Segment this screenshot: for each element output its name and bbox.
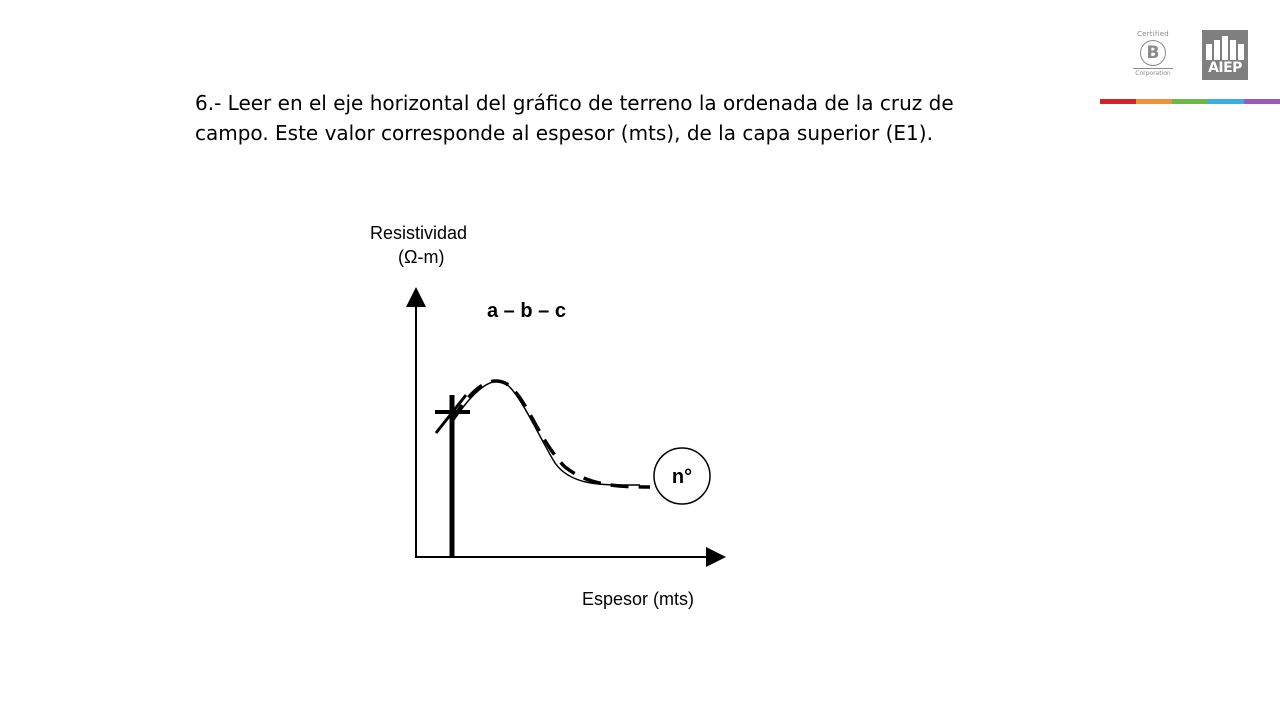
theoretical-curve [452, 381, 640, 485]
color-stripe [1100, 99, 1280, 104]
y-axis-unit: (Ω-m) [398, 247, 445, 267]
slide-paragraph [195, 88, 1055, 148]
stripe-red [1100, 99, 1136, 104]
x-axis-label: Espesor (mts) [582, 589, 695, 609]
resistivity-diagram [360, 215, 740, 615]
field-curve [452, 381, 650, 487]
curve-number-label: n° [671, 466, 693, 488]
bcorp-bottom-text: Corporation [1133, 68, 1173, 77]
bcorp-letter: B [1140, 40, 1166, 66]
y-axis-label: Resistividad [370, 223, 468, 243]
x-axis-arrow-icon [706, 547, 726, 567]
curve-label: a – b – c [487, 300, 566, 322]
paragraph-line-1: 6.- Leer en el eje horizontal del gráfico de terreno la ordenada de la cruz de [195, 91, 954, 115]
paragraph-line-2: campo. Este valor corresponde al espesor (mts), de la capa superior (E1). [195, 121, 933, 145]
aiep-logo [1202, 30, 1248, 80]
y-axis-arrow-icon [406, 287, 426, 307]
bcorp-top-text: Certified [1137, 30, 1169, 38]
stripe-orange [1136, 99, 1172, 104]
stripe-green [1172, 99, 1208, 104]
building-icon [1202, 32, 1248, 62]
bcorp-logo [1133, 30, 1173, 82]
stripe-purple [1244, 99, 1280, 104]
aiep-logo-text: AIEP [1208, 60, 1242, 76]
stripe-blue [1208, 99, 1244, 104]
